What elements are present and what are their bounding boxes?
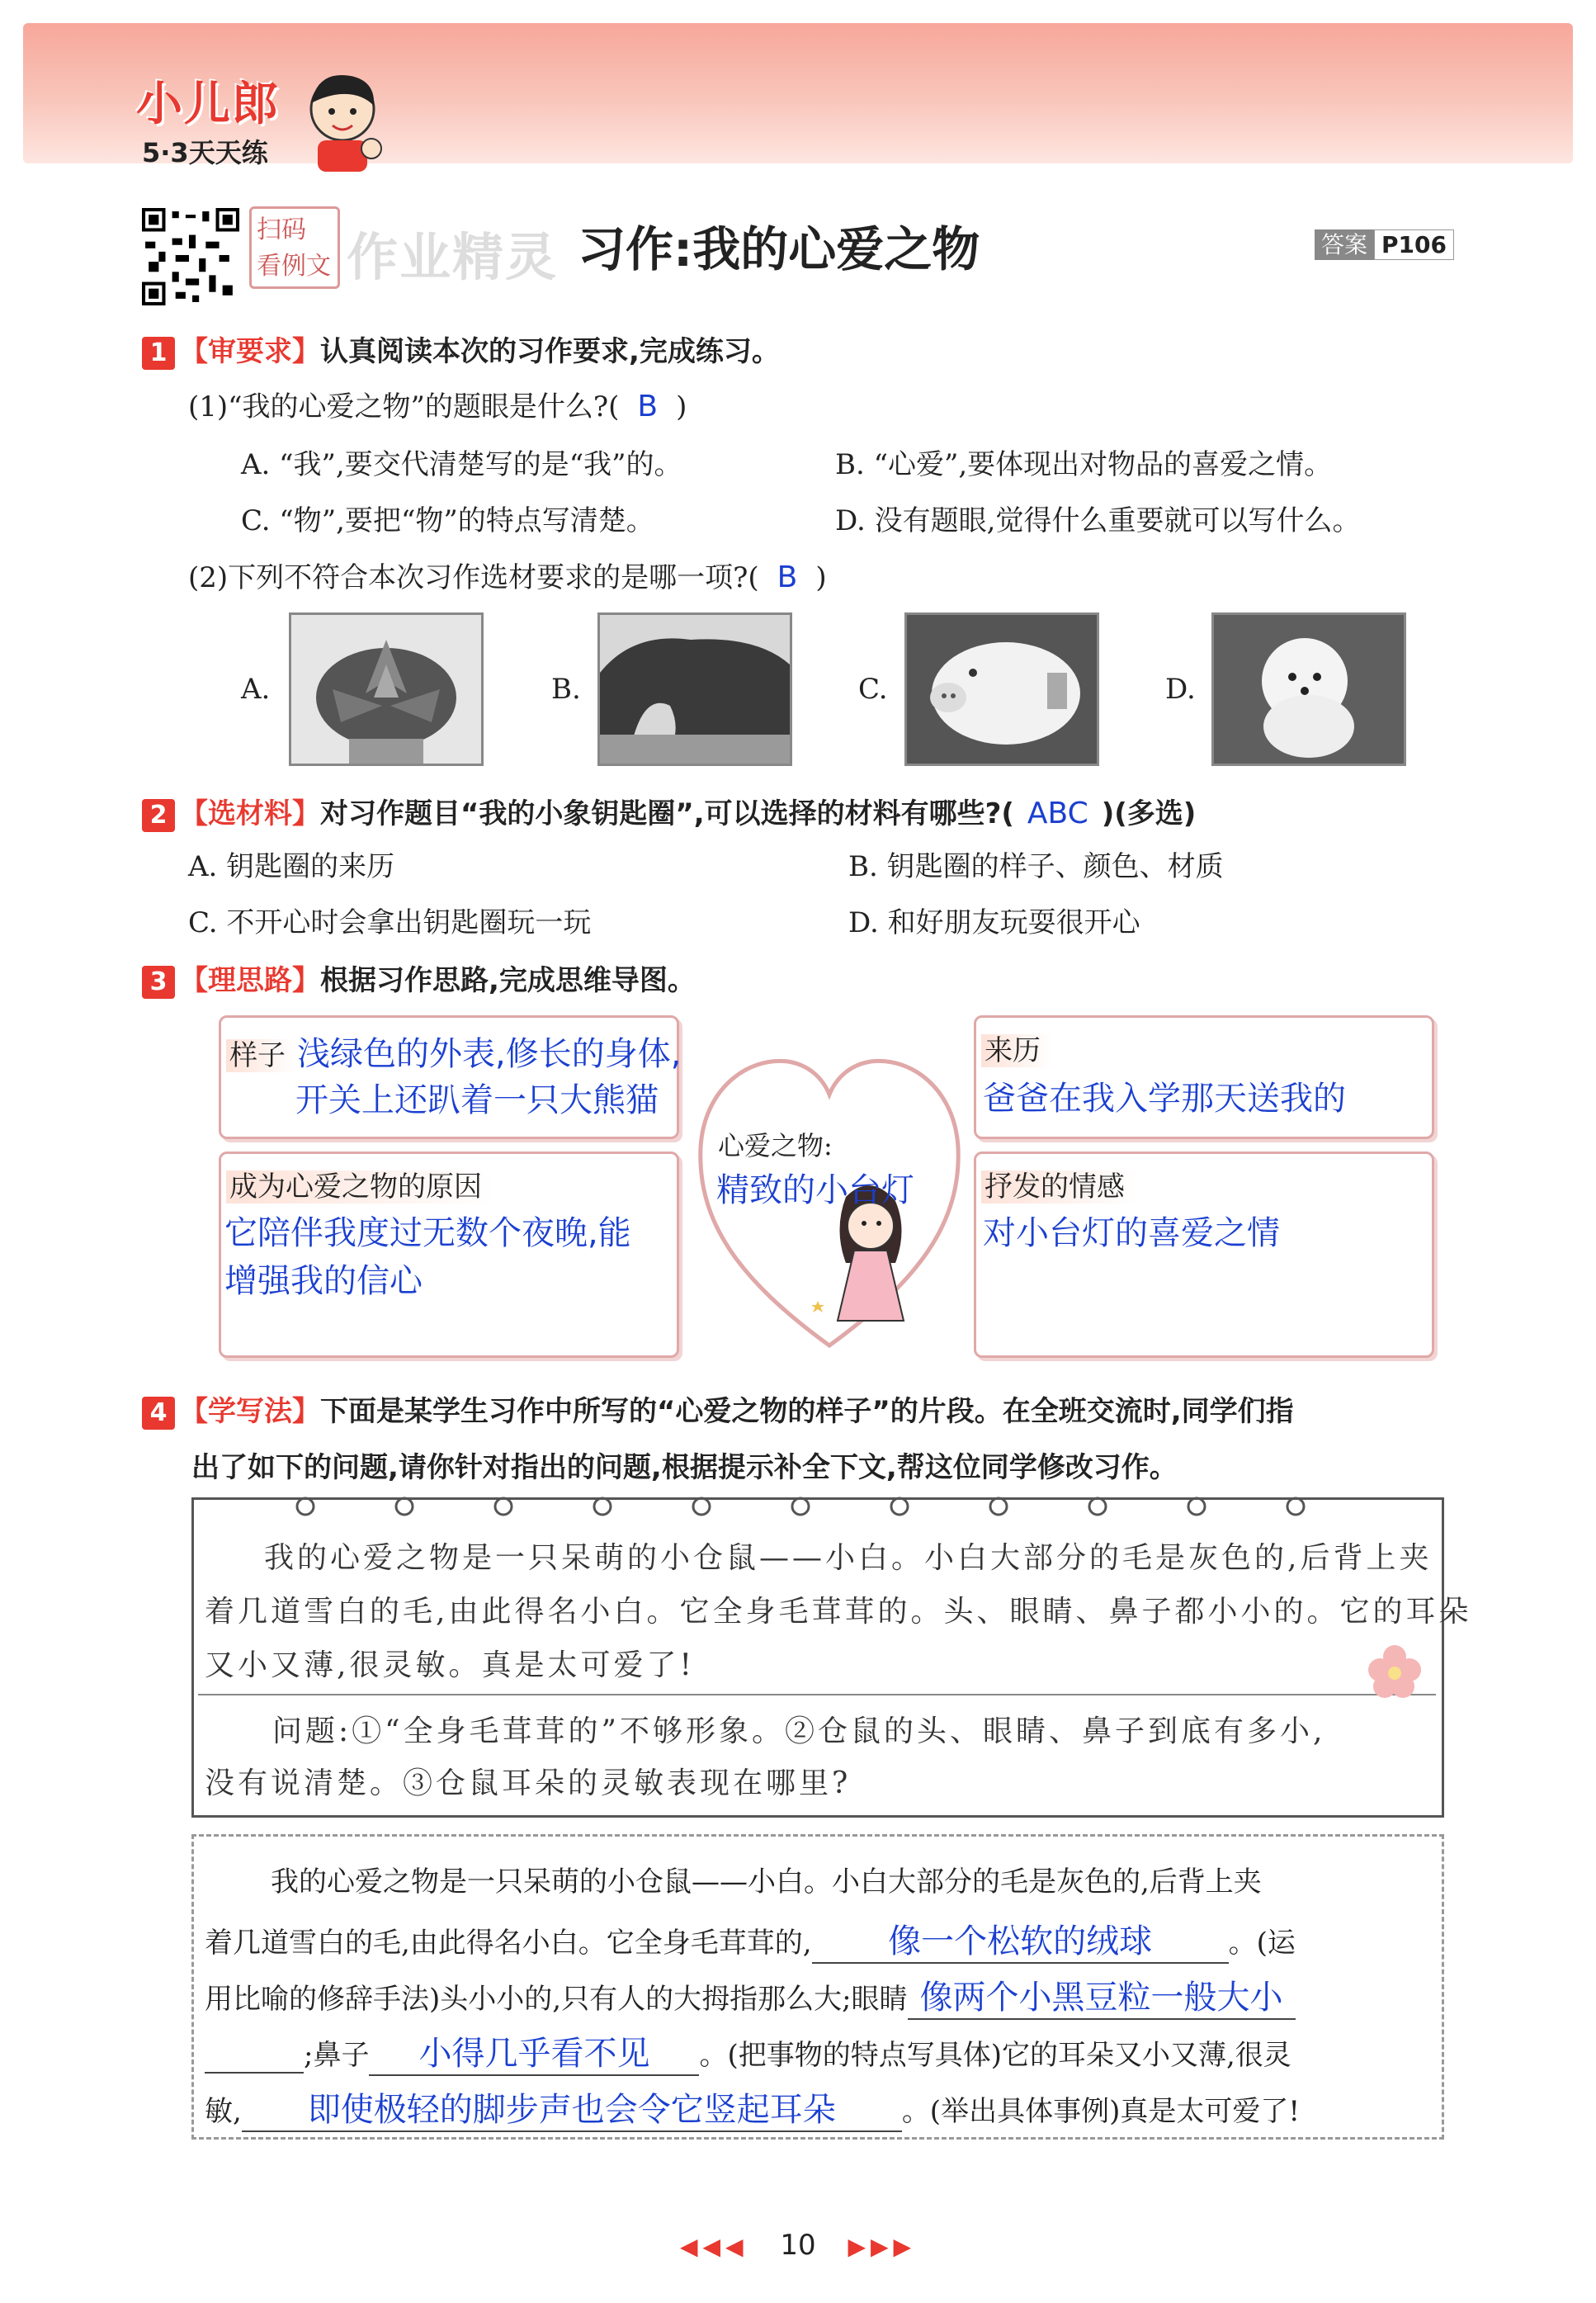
answer-blank-4[interactable]	[242, 2083, 902, 2132]
reason-answer-line2: 增强我的信心	[224, 1262, 423, 1300]
notebook-rings-icon	[289, 1494, 1362, 1519]
q1-sub1-stem: (1)“我的心爱之物”的题眼是什么?(	[188, 390, 620, 423]
q3-heading	[142, 958, 696, 999]
q2-number: 2	[142, 799, 175, 832]
watermark: 作业精灵	[347, 227, 559, 287]
draft-line2: 着几道雪白的毛,由此得名小白。它全身毛茸茸的。头、眼睛、鼻子都小小的。它的耳朵	[205, 1595, 1472, 1629]
scan-text-1: 扫码	[257, 215, 306, 244]
q2-option-c: C. 不开心时会拿出钥匙圈玩一玩	[188, 906, 592, 939]
answer-1: 像一个松软的绒球	[888, 1922, 1153, 1960]
q2-option-a: A. 钥匙圈的来历	[188, 850, 395, 883]
q1-sub2-close: )	[815, 561, 827, 594]
answer-blank-1[interactable]	[812, 1915, 1229, 1964]
answer-3: 小得几乎看不见	[418, 2035, 650, 2073]
mindmap-box-reason	[219, 1152, 679, 1358]
draft-line3: 又小又薄,很灵敏。真是太可爱了!	[205, 1648, 695, 1682]
img-option-a-label: A.	[241, 673, 271, 706]
q4-heading-line1	[142, 1388, 1294, 1430]
flower-icon	[1362, 1639, 1428, 1705]
draft-line1: 我的心爱之物是一只呆萌的小仓鼠——小白。小白大部分的毛是灰色的,后背上夹	[264, 1541, 1433, 1575]
qr-code-icon	[142, 208, 239, 305]
img-option-c-label: C.	[858, 673, 888, 706]
emotion-label: 抒发的情感	[981, 1170, 1136, 1204]
q1-heading	[142, 329, 780, 370]
mindmap-box-origin	[974, 1015, 1434, 1139]
piggy-bank-photo	[904, 612, 1099, 766]
scan-stamp[interactable]	[249, 206, 340, 289]
reason-label: 成为心爱之物的原因	[226, 1170, 493, 1204]
q3-tag: 【理思路】	[180, 964, 320, 997]
revision-line4-tail: 。(把事物的特点写具体)它的耳朵又小又薄,很灵	[699, 2039, 1291, 2072]
revision-line2	[205, 1915, 1296, 1964]
page-footer	[0, 2229, 1596, 2262]
origin-answer: 爸爸在我入学那天送我的	[983, 1080, 1346, 1118]
revision-line3-text: 用比喻的修辞手法)头小小的,只有人的大拇指那么大;眼睛	[205, 1983, 908, 2016]
revision-line3	[205, 1971, 1296, 2020]
q1-option-c: C. “物”,要把“物”的特点写清楚。	[241, 504, 654, 537]
img-option-d-label: D.	[1165, 673, 1196, 706]
q3-number: 3	[142, 966, 175, 999]
center-answer: 精致的小台灯	[716, 1171, 914, 1209]
q2-option-d: D. 和好朋友玩耍很开心	[848, 906, 1140, 939]
series-name: 5·3天天练	[142, 137, 268, 168]
center-label: 心爱之物:	[718, 1130, 833, 1161]
q2-suffix: )(多选)	[1101, 797, 1197, 830]
q1-sub2-answer: B	[777, 560, 798, 594]
q2-answer: ABC	[1027, 797, 1088, 830]
q1-option-a: A. “我”,要交代清楚写的是“我”的。	[241, 448, 682, 481]
answer-blank-3[interactable]	[369, 2027, 699, 2076]
q4-tag: 【学写法】	[180, 1395, 320, 1428]
appearance-answer-line1: 浅绿色的外表,修长的身体,	[297, 1035, 682, 1073]
q4-prompt-line2: 出了如下的问题,请你针对指出的问题,根据提示补全下文,帮这位同学修改习作。	[191, 1451, 1178, 1484]
mindmap-box-appearance	[219, 1015, 682, 1139]
q2-heading	[142, 791, 1196, 832]
reason-answer-line1: 它陪伴我度过无数个夜晚,能	[224, 1214, 631, 1252]
appearance-answer-line2: 开关上还趴着一只大熊猫	[295, 1081, 659, 1119]
q2-prompt: 对习作题目“我的小象钥匙圈”,可以选择的材料有哪些?(	[320, 797, 1014, 830]
q3-prompt: 根据习作思路,完成思维导图。	[320, 964, 696, 997]
dog-photo	[1211, 612, 1406, 766]
img-option-b-label: B.	[551, 673, 581, 706]
revision-line5-tail: 。(举出具体事例)真是太可爱了!	[901, 2095, 1301, 2128]
succulent-photo	[289, 612, 484, 766]
q1-sub1-answer: B	[637, 390, 659, 423]
q2-option-b: B. 钥匙圈的样子、颜色、材质	[848, 850, 1224, 883]
revision-line2-tail: 。(运	[1228, 1927, 1296, 1960]
prev-page-arrows-icon[interactable]: ◀◀◀	[679, 2233, 748, 2260]
revision-line5	[205, 2083, 1300, 2132]
emotion-answer: 对小台灯的喜爱之情	[983, 1214, 1280, 1252]
q1-sub2-stem: (2)下列不符合本次习作选材要求的是哪一项?(	[188, 561, 759, 594]
answer-blank-2-continued[interactable]	[205, 2039, 304, 2074]
appearance-label: 样子	[226, 1039, 297, 1072]
answer-reference	[1315, 227, 1454, 260]
brand-logo: 小儿郎	[136, 78, 280, 131]
q1-number: 1	[142, 337, 175, 370]
answer-blank-2[interactable]	[908, 1971, 1296, 2020]
answer-4: 即使极轻的脚步声也会令它竖起耳朵	[307, 2091, 836, 2129]
q1-option-d: D. 没有题眼,觉得什么重要就可以写什么。	[835, 504, 1361, 537]
q1-prompt: 认真阅读本次的习作要求,完成练习。	[320, 335, 780, 368]
revision-line1: 我的心爱之物是一只呆萌的小仓鼠——小白。小白大部分的毛是灰色的,后背上夹	[271, 1866, 1262, 1899]
issue-line2: 没有说清楚。③仓鼠耳朵的灵敏表现在哪里?	[205, 1766, 852, 1800]
origin-label: 来历	[981, 1034, 1052, 1067]
q4-number: 4	[142, 1397, 175, 1430]
page-number: 10	[780, 2229, 816, 2262]
q2-tag: 【选材料】	[180, 797, 320, 830]
revision-line4-text: ;鼻子	[304, 2039, 370, 2072]
q1-sub1	[188, 384, 687, 424]
page-title: 习作:我的心爱之物	[578, 221, 980, 277]
q1-tag: 【审要求】	[180, 335, 320, 368]
draft-divider	[198, 1694, 1436, 1695]
q1-option-b: B. “心爱”,要体现出对物品的喜爱之情。	[835, 448, 1333, 481]
q1-sub2	[188, 555, 827, 595]
revision-line4	[205, 2027, 1291, 2076]
scan-text-2: 看例文	[257, 252, 331, 281]
q1-sub1-close: )	[676, 390, 687, 423]
answer-page: P106	[1374, 229, 1454, 260]
issue-line1: 问题:①“全身毛茸茸的”不够形象。②仓鼠的头、眼睛、鼻子到底有多小,	[272, 1714, 1326, 1748]
answer-label: 答案	[1315, 229, 1374, 260]
mindmap-box-emotion	[974, 1152, 1434, 1358]
next-page-arrows-icon[interactable]: ▶▶▶	[848, 2233, 917, 2260]
revision-line2-text: 着几道雪白的毛,由此得名小白。它全身毛茸茸的,	[205, 1927, 812, 1960]
q4-prompt-line1: 下面是某学生习作中所写的“心爱之物的样子”的片段。在全班交流时,同学们指	[320, 1395, 1294, 1428]
revision-line5-text: 敏,	[205, 2095, 242, 2128]
elephant-trunk-hill-photo	[597, 612, 792, 766]
answer-2: 像两个小黑豆粒一般大小	[919, 1979, 1283, 2017]
mascot-icon	[293, 66, 392, 173]
